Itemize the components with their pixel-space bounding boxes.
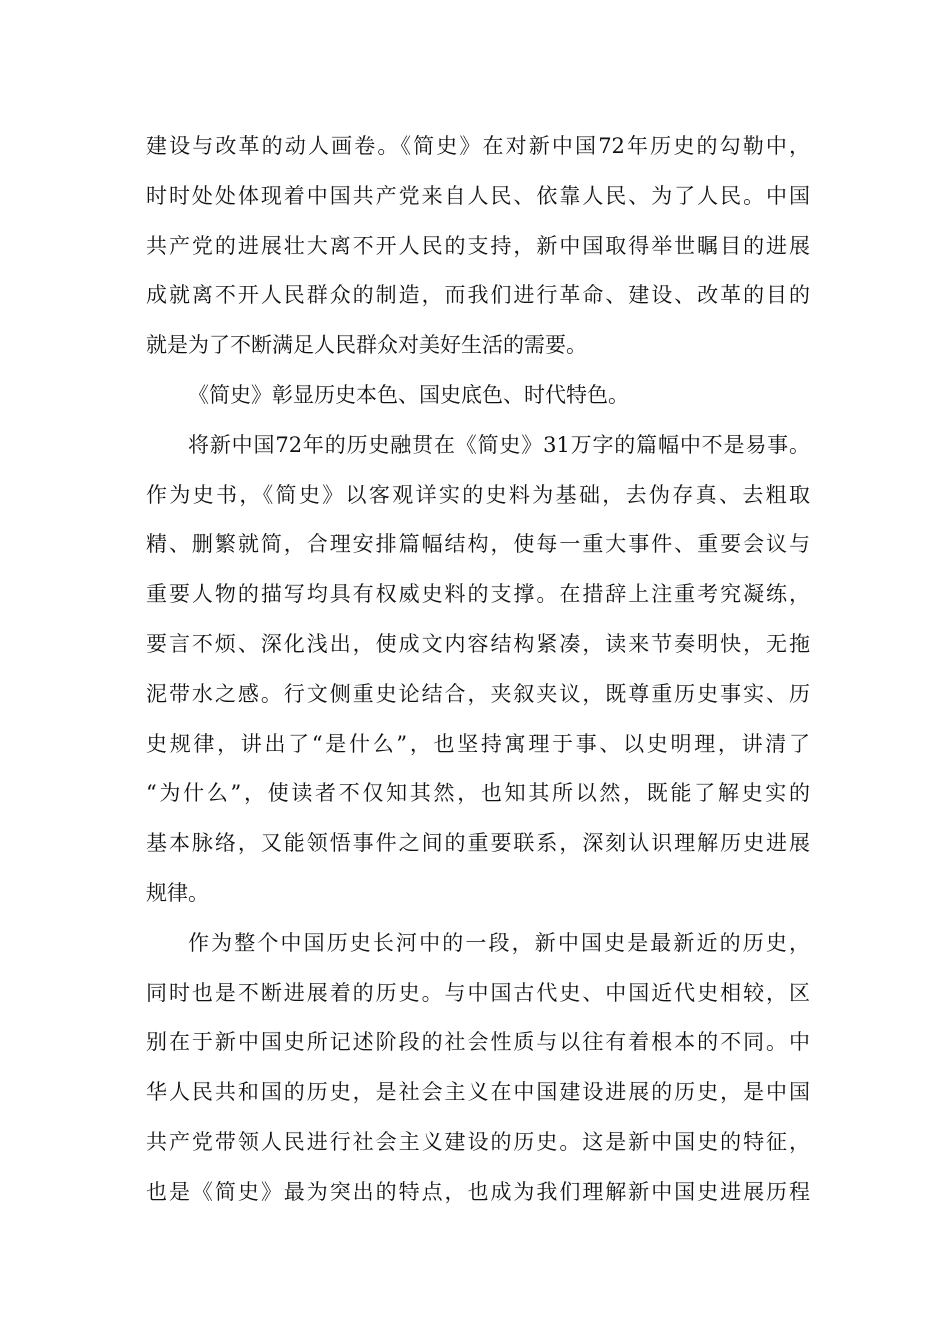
text-line: 重要人物的描写均具有权威史料的支撑。在措辞上注重考究凝练， (146, 582, 810, 607)
text-line: 华人民共和国的历史，是社会主义在中国建设进展的历史，是中国 (146, 1080, 810, 1105)
body-text (146, 128, 810, 1224)
text-line: 建设与改革的动人画卷。《简史》在对新中国72年历史的勾勒中， (146, 134, 810, 158)
text-line: 时时处处体现着中国共产党来自人民、依靠人民、为了人民。中国 (146, 183, 810, 208)
text-line: 就是为了不断满足人民群众对美好生活的需要。 (146, 333, 587, 358)
text-line: 要言不烦、深化浅出，使成文内容结构紧凑，读来节奏明快，无拖 (146, 631, 810, 656)
text-line: 共产党带领人民进行社会主义建设的历史。这是新中国史的特征， (146, 1129, 810, 1154)
text-line: 规律。 (146, 880, 209, 905)
text-line: 作为整个中国历史长河中的一段，新中国史是最新近的历史， (188, 930, 810, 955)
text-line: 共产党的进展壮大离不开人民的支持，新中国取得举世瞩目的进展 (146, 233, 810, 258)
text-line: 同时也是不断进展着的历史。与中国古代史、中国近代史相较，区 (146, 980, 810, 1005)
text-line: 将新中国72年的历史融贯在《简史》31万字的篇幅中不是易事。 (188, 432, 810, 457)
text-line: 别在于新中国史所记述阶段的社会性质与以往有着根本的不同。中 (146, 1030, 810, 1055)
text-line: 基本脉络，又能领悟事件之间的重要联系，深刻认识理解历史进展 (146, 831, 810, 856)
text-line: 《简史》彰显历史本色、国史底色、时代特色。 (188, 382, 629, 407)
text-line: 史规律，讲出了“是什么”，也坚持寓理于事、以史明理，讲清了 (146, 731, 810, 756)
text-line: 也是《简史》最为突出的特点，也成为我们理解新中国史进展历程 (146, 1179, 810, 1204)
text-line: 作为史书，《简史》以客观详实的史料为基础，去伪存真、去粗取 (146, 482, 810, 507)
text-line: “为什么”，使读者不仅知其然，也知其所以然，既能了解史实的 (146, 781, 810, 806)
text-line: 成就离不开人民群众的制造，而我们进行革命、建设、改革的目的 (146, 283, 810, 308)
text-line: 泥带水之感。行文侧重史论结合，夹叙夹议，既尊重历史事实、历 (146, 681, 810, 706)
text-line: 精、删繁就简，合理安排篇幅结构，使每一重大事件、重要会议与 (146, 532, 810, 557)
